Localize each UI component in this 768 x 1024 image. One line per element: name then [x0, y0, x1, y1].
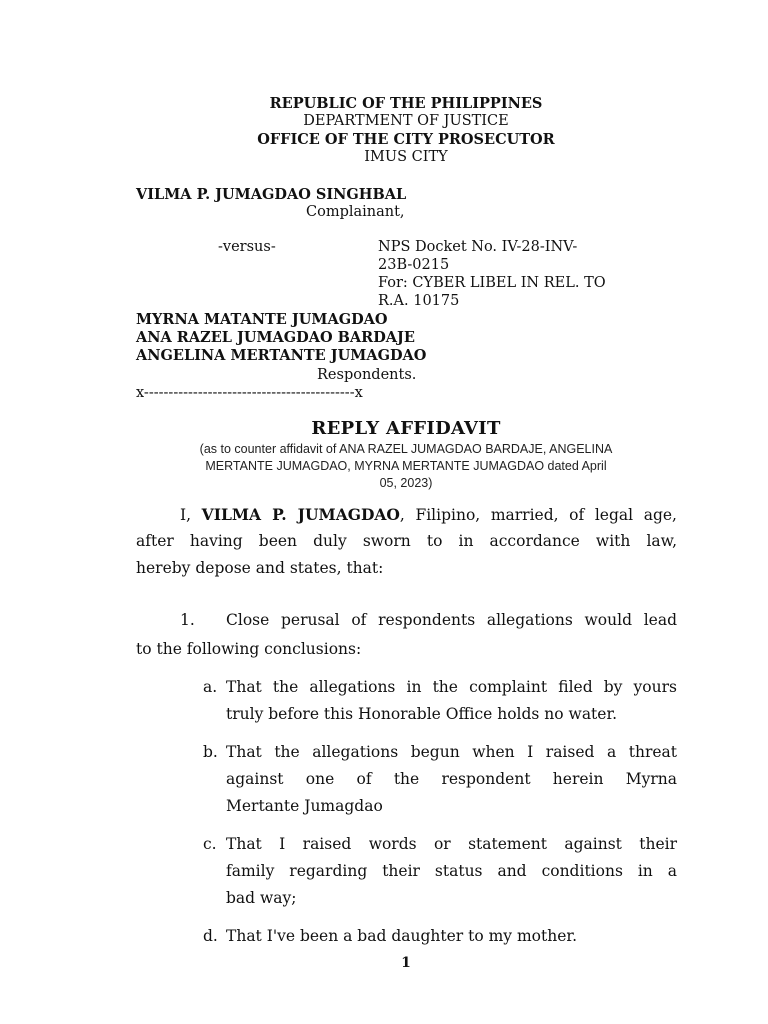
subitem-c-letter: c.: [203, 835, 217, 853]
subtitle-line-2: MERTANTE JUMAGDAO, MYRNA MERTANTE JUMAGDAO dated April: [205, 459, 607, 473]
intro-line-1-rest: , Filipino, married, of legal age,: [399, 506, 677, 524]
docket-line-2: 23B-0215: [378, 257, 450, 273]
subitem-d-letter: d.: [203, 927, 218, 945]
subitem-a-line-1: That the allegations in the complaint filed by yours: [226, 678, 677, 696]
subitem-b-line-1: That the allegations begun when I raised a threat: [226, 743, 677, 761]
subitem-a-letter: a.: [203, 678, 218, 696]
complainant-name: VILMA P. JUMAGDAO SINGHBAL: [136, 186, 407, 203]
subitem-a-line-2: truly before this Honorable Office holds no water.: [226, 705, 618, 723]
subitem-b-line-3: Mertante Jumagdao: [226, 797, 383, 815]
subitem-b-letter: b.: [203, 743, 218, 761]
subtitle-line-3: 05, 2023): [379, 476, 433, 490]
respondent-name-3: ANGELINA MERTANTE JUMAGDAO: [136, 347, 427, 364]
docket-line-1: NPS Docket No. IV-28-INV-: [378, 239, 578, 255]
intro-line-3: hereby depose and states, that:: [136, 559, 384, 577]
respondent-name-1: MYRNA MATANTE JUMAGDAO: [136, 311, 388, 328]
intro-line-1: [180, 505, 677, 524]
item-1-line-2: to the following conclusions:: [136, 640, 362, 658]
subitem-c-line-1: That I raised words or statement against their: [226, 835, 677, 853]
respondents-role: Respondents.: [317, 367, 417, 383]
page-number: 1: [401, 955, 411, 971]
affiant-name: VILMA P. JUMAGDAO: [201, 505, 400, 524]
docket-line-3: For: CYBER LIBEL IN REL. TO: [378, 275, 606, 291]
intro-prefix: I,: [180, 506, 202, 524]
intro-line-2: after having been duly sworn to in accordance with law,: [136, 532, 677, 550]
header-city: IMUS CITY: [364, 149, 448, 165]
item-1-line-1: Close perusal of respondents allegations would lead: [226, 611, 677, 629]
versus-label: -versus-: [218, 239, 276, 255]
header-office: OFFICE OF THE CITY PROSECUTOR: [257, 131, 555, 148]
header-department: DEPARTMENT OF JUSTICE: [303, 113, 509, 129]
docket-line-4: R.A. 10175: [378, 293, 460, 309]
subtitle-line-1: (as to counter affidavit of ANA RAZEL JUMAGDAO BARDAJE, ANGELINA: [199, 442, 613, 456]
header-republic: REPUBLIC OF THE PHILIPPINES: [269, 95, 543, 112]
document-title: REPLY AFFIDAVIT: [311, 418, 501, 439]
subitem-d-line-1: That I've been a bad daughter to my mother.: [226, 927, 578, 945]
subitem-c-line-2: family regarding their status and conditions in a: [226, 862, 677, 880]
caption-separator: x-------------------------------------------x: [136, 385, 363, 401]
subitem-b-line-2: against one of the respondent herein Myrna: [226, 770, 677, 788]
complainant-role: Complainant,: [306, 204, 405, 220]
subitem-c-line-3: bad way;: [226, 889, 297, 907]
item-1-number: 1.: [180, 611, 195, 629]
respondent-name-2: ANA RAZEL JUMAGDAO BARDAJE: [136, 329, 415, 346]
